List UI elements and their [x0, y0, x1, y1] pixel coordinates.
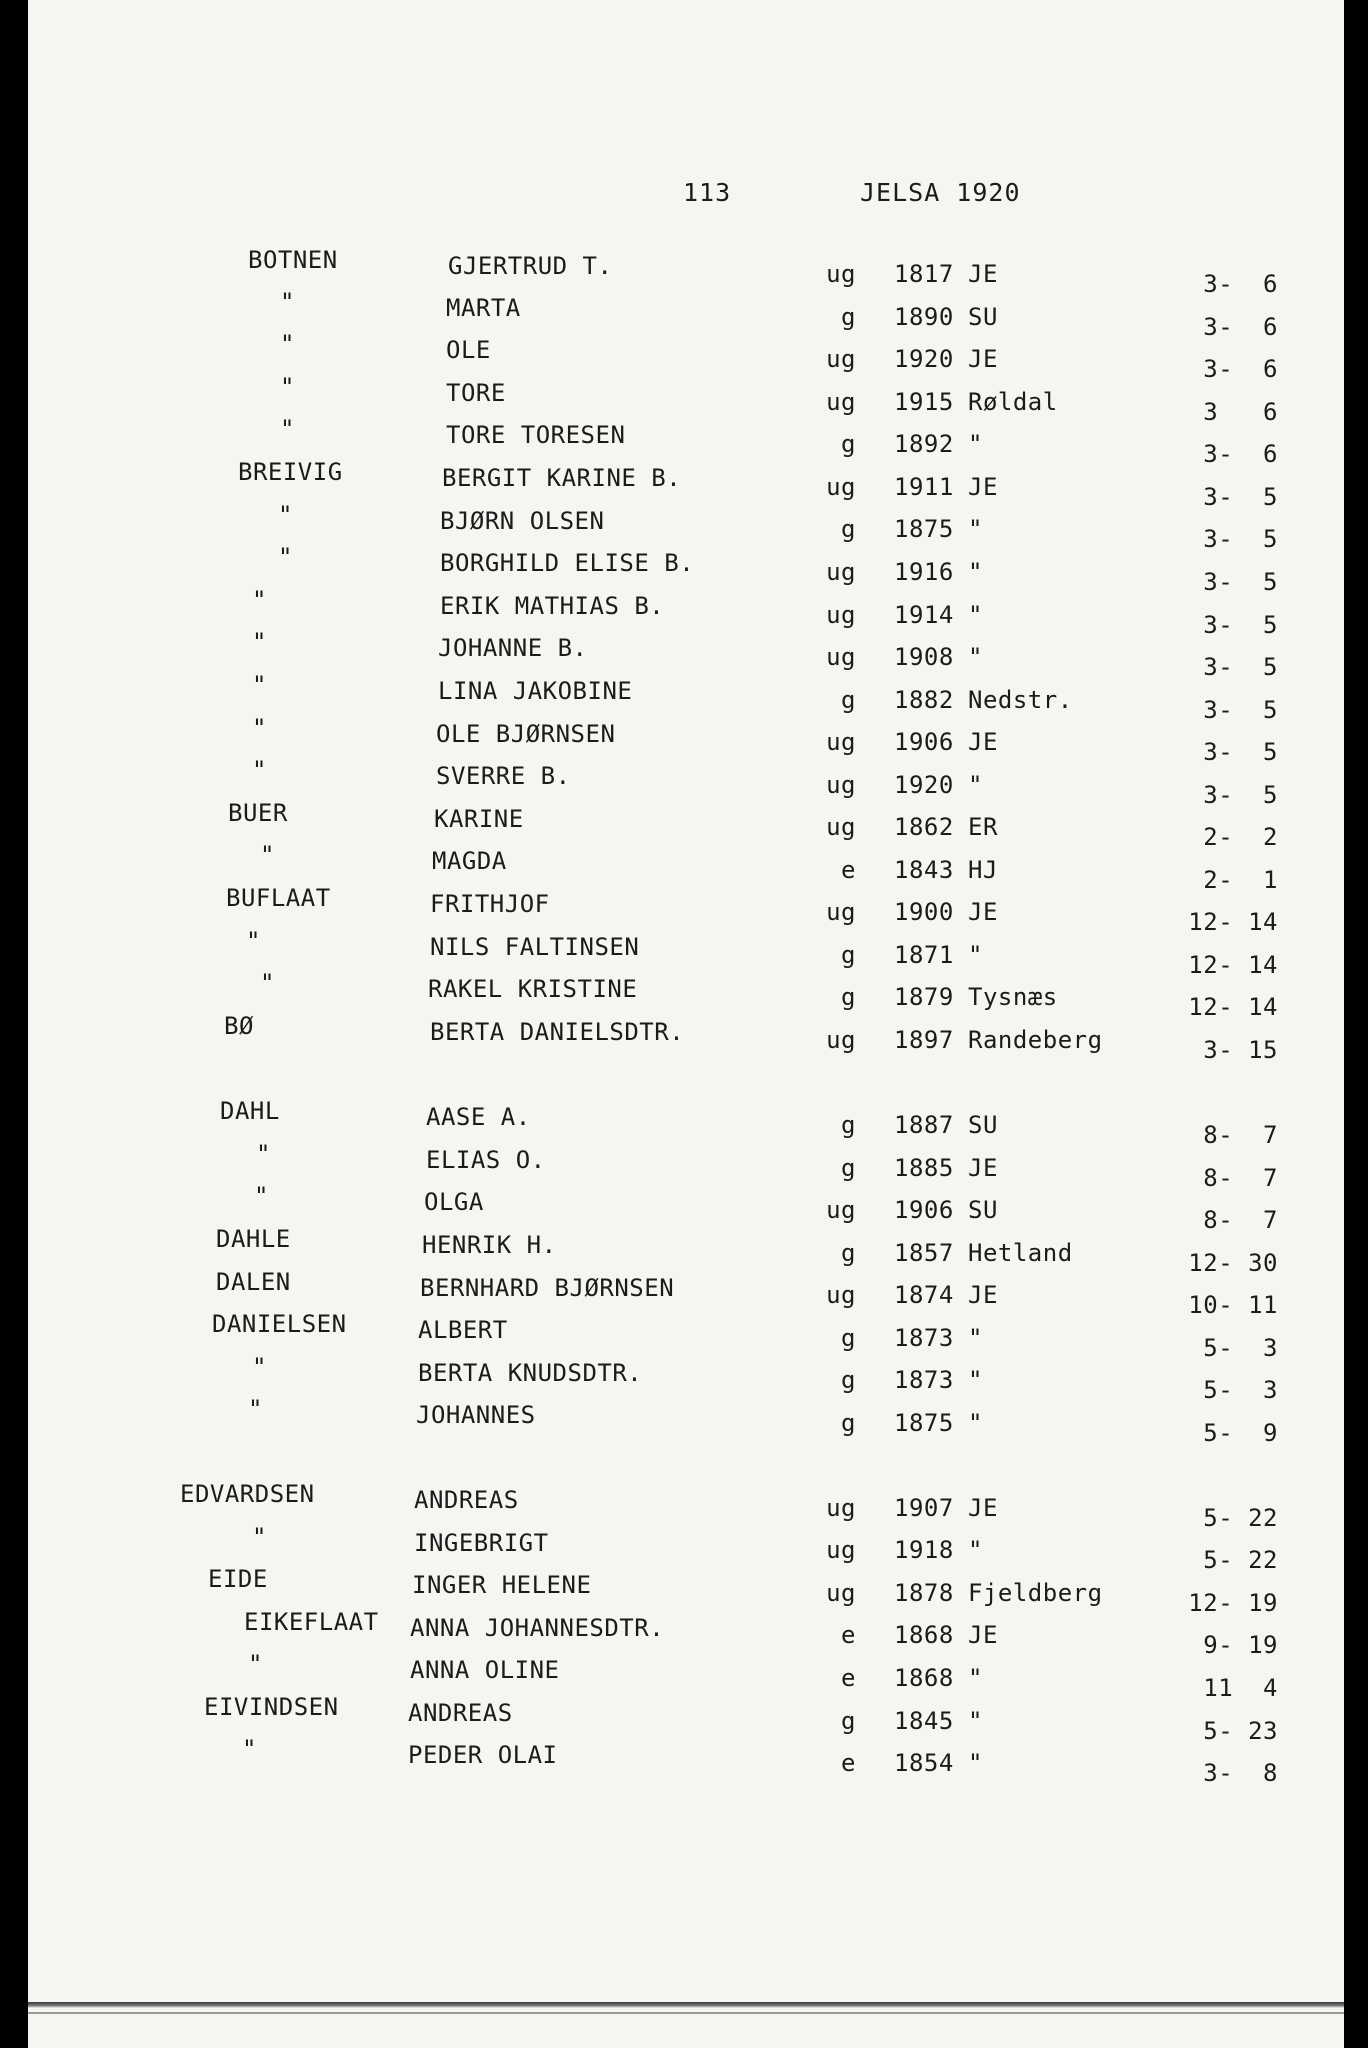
birthplace-cell: ": [968, 941, 983, 969]
reference-code-cell: 5- 9: [1203, 1419, 1278, 1447]
given-name-cell: ANDREAS: [414, 1486, 519, 1514]
reference-code-cell: 3- 5: [1203, 653, 1278, 681]
reference-code-cell: 3 6: [1203, 398, 1278, 426]
reference-code-cell: 3- 5: [1203, 568, 1278, 596]
birthplace-cell: ": [968, 1366, 983, 1394]
birthplace-cell: JE: [968, 1154, 998, 1182]
given-name-cell: OLE BJØRNSEN: [436, 720, 616, 748]
birthplace-cell: Fjeldberg: [968, 1579, 1103, 1607]
given-name-cell: TORE: [446, 379, 506, 407]
reference-code-cell: 3- 8: [1203, 1759, 1278, 1787]
given-name-cell: INGEBRIGT: [414, 1529, 549, 1557]
page-number: 113: [683, 178, 732, 207]
birthplace-cell: HJ: [968, 856, 998, 884]
given-name-cell: INGER HELENE: [412, 1571, 592, 1599]
surname-cell: DALEN: [216, 1268, 291, 1296]
marital-status-cell: ug: [826, 558, 856, 586]
reference-code-cell: 3- 6: [1203, 440, 1278, 468]
given-name-cell: OLE: [446, 336, 491, 364]
surname-cell: ": [280, 373, 295, 401]
birth-year-cell: 1914: [894, 601, 954, 629]
birthplace-cell: ": [968, 1536, 983, 1564]
birth-year-cell: 1878: [894, 1579, 954, 1607]
surname-cell: EIKEFLAAT: [244, 1608, 379, 1636]
birth-year-cell: 1885: [894, 1154, 954, 1182]
reference-code-cell: 5- 3: [1203, 1334, 1278, 1362]
birth-year-cell: 1873: [894, 1366, 954, 1394]
given-name-cell: SVERRE B.: [436, 762, 571, 790]
birthplace-cell: SU: [968, 1196, 998, 1224]
birthplace-cell: Hetland: [968, 1239, 1073, 1267]
birth-year-cell: 1900: [894, 898, 954, 926]
given-name-cell: ALBERT: [418, 1316, 508, 1344]
birthplace-cell: JE: [968, 260, 998, 288]
birth-year-cell: 1879: [894, 983, 954, 1011]
birth-year-cell: 1915: [894, 388, 954, 416]
marital-status-cell: ug: [826, 813, 856, 841]
given-name-cell: BERTA DANIELSDTR.: [430, 1018, 685, 1046]
birth-year-cell: 1875: [894, 1409, 954, 1437]
birthplace-cell: ": [968, 1409, 983, 1437]
given-name-cell: NILS FALTINSEN: [430, 933, 640, 961]
birthplace-cell: JE: [968, 1621, 998, 1649]
birthplace-cell: SU: [968, 1111, 998, 1139]
given-name-cell: AASE A.: [426, 1103, 531, 1131]
marital-status-cell: g: [841, 1154, 856, 1182]
reference-code-cell: 8- 7: [1203, 1164, 1278, 1192]
birthplace-cell: ": [968, 1749, 983, 1777]
reference-code-cell: 12- 19: [1188, 1589, 1278, 1617]
surname-cell: BUFLAAT: [226, 884, 331, 912]
scan-edge: [28, 0, 1344, 1]
given-name-cell: ERIK MATHIAS B.: [440, 592, 665, 620]
birthplace-cell: ": [968, 601, 983, 629]
reference-code-cell: 5- 22: [1203, 1546, 1278, 1574]
given-name-cell: OLGA: [424, 1188, 484, 1216]
birth-year-cell: 1868: [894, 1621, 954, 1649]
bottom-scan-rule: [28, 2002, 1344, 2008]
birth-year-cell: 1890: [894, 303, 954, 331]
marital-status-cell: ug: [826, 643, 856, 671]
marital-status-cell: e: [841, 1664, 856, 1692]
reference-code-cell: 12- 30: [1188, 1249, 1278, 1277]
given-name-cell: ANNA OLINE: [410, 1656, 560, 1684]
surname-cell: ": [252, 1353, 267, 1381]
marital-status-cell: g: [841, 983, 856, 1011]
given-name-cell: GJERTRUD T.: [448, 252, 613, 280]
surname-cell: EIDE: [208, 1565, 268, 1593]
surname-cell: BOTNEN: [248, 246, 338, 274]
birthplace-cell: JE: [968, 473, 998, 501]
birth-year-cell: 1817: [894, 260, 954, 288]
birth-year-cell: 1906: [894, 728, 954, 756]
marital-status-cell: g: [841, 686, 856, 714]
marital-status-cell: ug: [826, 345, 856, 373]
birthplace-cell: JE: [968, 728, 998, 756]
birthplace-cell: ": [968, 771, 983, 799]
marital-status-cell: ug: [826, 1026, 856, 1054]
given-name-cell: JOHANNE B.: [438, 634, 588, 662]
birth-year-cell: 1908: [894, 643, 954, 671]
given-name-cell: FRITHJOF: [430, 890, 550, 918]
marital-status-cell: ug: [826, 898, 856, 926]
surname-cell: DANIELSEN: [212, 1310, 347, 1338]
reference-code-cell: 12- 14: [1188, 908, 1278, 936]
given-name-cell: BJØRN OLSEN: [440, 507, 605, 535]
marital-status-cell: ug: [826, 1579, 856, 1607]
birthplace-cell: SU: [968, 303, 998, 331]
marital-status-cell: ug: [826, 601, 856, 629]
reference-code-cell: 3- 6: [1203, 355, 1278, 383]
surname-cell: ": [248, 1650, 263, 1678]
birthplace-cell: ": [968, 1707, 983, 1735]
given-name-cell: BERNHARD BJØRNSEN: [420, 1274, 675, 1302]
surname-cell: ": [252, 628, 267, 656]
birth-year-cell: 1871: [894, 941, 954, 969]
surname-cell: ": [252, 1523, 267, 1551]
birthplace-cell: Røldal: [968, 388, 1058, 416]
marital-status-cell: ug: [826, 1536, 856, 1564]
birth-year-cell: 1887: [894, 1111, 954, 1139]
marital-status-cell: g: [841, 941, 856, 969]
given-name-cell: HENRIK H.: [422, 1231, 557, 1259]
birth-year-cell: 1907: [894, 1494, 954, 1522]
marital-status-cell: g: [841, 430, 856, 458]
surname-cell: ": [252, 671, 267, 699]
surname-cell: DAHLE: [216, 1225, 291, 1253]
surname-cell: DAHL: [220, 1097, 280, 1125]
surname-cell: ": [252, 586, 267, 614]
reference-code-cell: 2- 1: [1203, 866, 1278, 894]
given-name-cell: MAGDA: [432, 847, 507, 875]
given-name-cell: RAKEL KRISTINE: [428, 975, 638, 1003]
surname-cell: ": [260, 841, 275, 869]
marital-status-cell: g: [841, 1239, 856, 1267]
birth-year-cell: 1854: [894, 1749, 954, 1777]
surname-cell: ": [280, 288, 295, 316]
marital-status-cell: g: [841, 1111, 856, 1139]
birth-year-cell: 1843: [894, 856, 954, 884]
marital-status-cell: e: [841, 856, 856, 884]
marital-status-cell: g: [841, 515, 856, 543]
birth-year-cell: 1868: [894, 1664, 954, 1692]
reference-code-cell: 5- 22: [1203, 1504, 1278, 1532]
marital-status-cell: e: [841, 1621, 856, 1649]
reference-code-cell: 3- 5: [1203, 738, 1278, 766]
marital-status-cell: e: [841, 1749, 856, 1777]
birth-year-cell: 1862: [894, 813, 954, 841]
birthplace-cell: Tysnæs: [968, 983, 1058, 1011]
marital-status-cell: ug: [826, 388, 856, 416]
surname-cell: ": [246, 927, 261, 955]
reference-code-cell: 3- 15: [1203, 1036, 1278, 1064]
marital-status-cell: ug: [826, 1196, 856, 1224]
given-name-cell: JOHANNES: [416, 1401, 536, 1429]
marital-status-cell: g: [841, 1409, 856, 1437]
birth-year-cell: 1857: [894, 1239, 954, 1267]
reference-code-cell: 3- 5: [1203, 611, 1278, 639]
birth-year-cell: 1875: [894, 515, 954, 543]
reference-code-cell: 8- 7: [1203, 1121, 1278, 1149]
birthplace-cell: Nedstr.: [968, 686, 1073, 714]
surname-cell: ": [256, 1140, 271, 1168]
given-name-cell: BERGIT KARINE B.: [442, 464, 682, 492]
given-name-cell: MARTA: [446, 294, 521, 322]
birthplace-cell: ": [968, 1664, 983, 1692]
birthplace-cell: ": [968, 643, 983, 671]
surname-cell: BØ: [224, 1012, 254, 1040]
given-name-cell: ANNA JOHANNESDTR.: [410, 1614, 665, 1642]
birthplace-cell: JE: [968, 345, 998, 373]
birth-year-cell: 1892: [894, 430, 954, 458]
marital-status-cell: g: [841, 303, 856, 331]
marital-status-cell: ug: [826, 260, 856, 288]
birthplace-cell: Randeberg: [968, 1026, 1103, 1054]
birthplace-cell: JE: [968, 1281, 998, 1309]
surname-cell: BUER: [228, 799, 288, 827]
given-name-cell: ANDREAS: [408, 1699, 513, 1727]
marital-status-cell: ug: [826, 473, 856, 501]
surname-cell: ": [248, 1395, 263, 1423]
surname-cell: ": [254, 1182, 269, 1210]
birthplace-cell: JE: [968, 898, 998, 926]
surname-cell: ": [278, 501, 293, 529]
surname-cell: ": [252, 714, 267, 742]
reference-code-cell: 12- 14: [1188, 993, 1278, 1021]
surname-cell: EIVINDSEN: [204, 1693, 339, 1721]
birth-year-cell: 1882: [894, 686, 954, 714]
marital-status-cell: g: [841, 1707, 856, 1735]
surname-cell: ": [280, 415, 295, 443]
surname-cell: ": [280, 330, 295, 358]
reference-code-cell: 2- 2: [1203, 823, 1278, 851]
given-name-cell: BERTA KNUDSDTR.: [418, 1359, 643, 1387]
reference-code-cell: 3- 6: [1203, 313, 1278, 341]
surname-cell: ": [278, 543, 293, 571]
reference-code-cell: 5- 23: [1203, 1717, 1278, 1745]
page-title: JELSA 1920: [860, 178, 1021, 207]
given-name-cell: LINA JAKOBINE: [438, 677, 633, 705]
reference-code-cell: 5- 3: [1203, 1376, 1278, 1404]
birthplace-cell: JE: [968, 1494, 998, 1522]
reference-code-cell: 9- 19: [1203, 1631, 1278, 1659]
surname-cell: EDVARDSEN: [180, 1480, 315, 1508]
birth-year-cell: 1918: [894, 1536, 954, 1564]
birth-year-cell: 1920: [894, 771, 954, 799]
reference-code-cell: 3- 6: [1203, 270, 1278, 298]
reference-code-cell: 3- 5: [1203, 781, 1278, 809]
given-name-cell: PEDER OLAI: [408, 1741, 558, 1769]
birth-year-cell: 1911: [894, 473, 954, 501]
surname-cell: ": [260, 969, 275, 997]
given-name-cell: KARINE: [434, 805, 524, 833]
reference-code-cell: 3- 5: [1203, 483, 1278, 511]
bottom-scan-rule-thin: [28, 2012, 1344, 2014]
given-name-cell: BORGHILD ELISE B.: [440, 549, 695, 577]
surname-cell: BREIVIG: [238, 458, 343, 486]
birthplace-cell: ER: [968, 813, 998, 841]
marital-status-cell: ug: [826, 728, 856, 756]
given-name-cell: TORE TORESEN: [446, 421, 626, 449]
reference-code-cell: 3- 5: [1203, 525, 1278, 553]
birth-year-cell: 1920: [894, 345, 954, 373]
birth-year-cell: 1874: [894, 1281, 954, 1309]
surname-cell: ": [252, 756, 267, 784]
reference-code-cell: 3- 5: [1203, 696, 1278, 724]
marital-status-cell: ug: [826, 1494, 856, 1522]
reference-code-cell: 10- 11: [1188, 1291, 1278, 1319]
given-name-cell: ELIAS O.: [426, 1146, 546, 1174]
birthplace-cell: ": [968, 430, 983, 458]
reference-code-cell: 12- 14: [1188, 951, 1278, 979]
marital-status-cell: ug: [826, 1281, 856, 1309]
birth-year-cell: 1897: [894, 1026, 954, 1054]
surname-cell: ": [242, 1735, 257, 1763]
birthplace-cell: ": [968, 558, 983, 586]
document-page: [28, 0, 1344, 2048]
reference-code-cell: 11 4: [1203, 1674, 1278, 1702]
birthplace-cell: ": [968, 1324, 983, 1352]
birth-year-cell: 1906: [894, 1196, 954, 1224]
birth-year-cell: 1845: [894, 1707, 954, 1735]
birth-year-cell: 1873: [894, 1324, 954, 1352]
reference-code-cell: 8- 7: [1203, 1206, 1278, 1234]
marital-status-cell: ug: [826, 771, 856, 799]
birth-year-cell: 1916: [894, 558, 954, 586]
marital-status-cell: g: [841, 1366, 856, 1394]
marital-status-cell: g: [841, 1324, 856, 1352]
birthplace-cell: ": [968, 515, 983, 543]
